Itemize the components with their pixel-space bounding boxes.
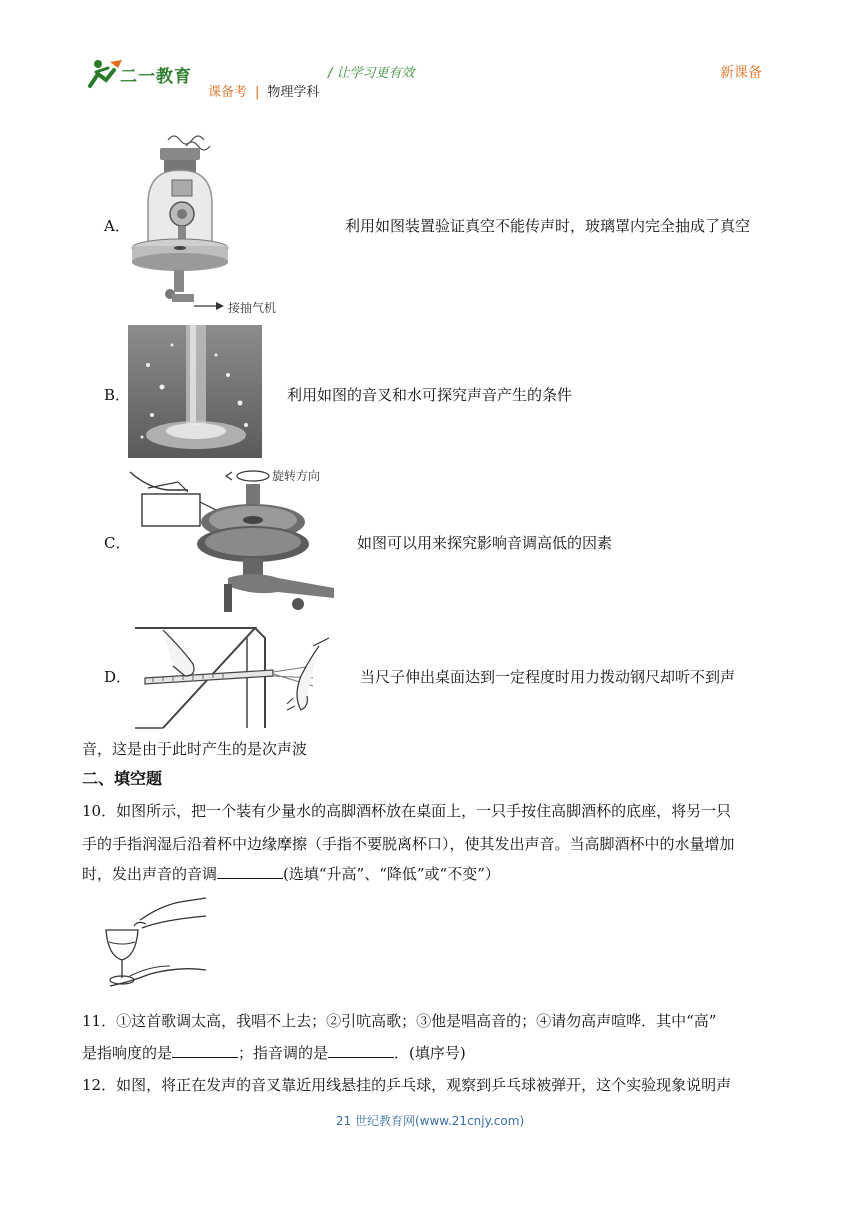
option-d-label: D． bbox=[104, 668, 132, 686]
water-splash-illustration bbox=[128, 325, 262, 458]
option-c-label: C． bbox=[104, 534, 131, 552]
wine-glass-illustration bbox=[100, 896, 212, 992]
q12-line1: 12．如图，将正在发声的音叉靠近用线悬挂的乒乓球，观察到乒乓球被弹开，这个实验现象说明声 bbox=[82, 1076, 732, 1094]
runner-logo-icon bbox=[84, 58, 124, 90]
q11-line2-mid: ；指音调的是 bbox=[238, 1044, 329, 1062]
q11-line1: 11．①这首歌调太高，我唱不上去；②引吭高歌；③他是唱高音的；④请勿高声喧哗．其中“高” bbox=[82, 1012, 717, 1030]
figure-bell-jar bbox=[128, 134, 293, 320]
section-title: 二、填空题 bbox=[82, 769, 163, 788]
subline-separator: | bbox=[255, 85, 260, 100]
figure-tuning-fork-water bbox=[128, 325, 262, 458]
q11-line2-post: ．(填序号) bbox=[394, 1044, 466, 1062]
gear-card-illustration bbox=[128, 462, 338, 614]
header-slogan: / 让学习更有效 bbox=[328, 66, 415, 81]
gear-caption: 旋转方向 bbox=[272, 469, 321, 483]
bell-jar-caption: 接抽气机 bbox=[228, 301, 277, 315]
q10-line2: 手的手指润湿后沿着杯中边缘摩擦（手指不要脱离杯口），使其发出声音。当高脚酒杯中的水量增加 bbox=[82, 835, 735, 853]
header-subline bbox=[208, 81, 319, 100]
option-b-label: B． bbox=[104, 386, 131, 404]
subline-subject: 物理学科 bbox=[267, 85, 320, 100]
option-b-text: 利用如图的音叉和水可探究声音产生的条件 bbox=[287, 386, 573, 404]
figure-wine-glass bbox=[100, 896, 212, 992]
bell-jar-illustration bbox=[128, 134, 293, 320]
q10-line1: 10．如图所示，把一个装有少量水的高脚酒杯放在桌面上，一只手按住高脚酒杯的底座，将另一只 bbox=[82, 802, 732, 820]
q11-loudness-blank[interactable] bbox=[172, 1041, 238, 1058]
page-footer: 21 世纪教育网(www.21cnjy.com) bbox=[335, 1114, 525, 1128]
option-a-label: A． bbox=[104, 217, 130, 235]
q10-line3-pre: 时，发出声音的音调 bbox=[82, 865, 218, 883]
option-c-text: 如图可以用来探究影响音调高低的因素 bbox=[357, 534, 613, 552]
ruler-desk-illustration bbox=[133, 620, 333, 730]
q11-line2-pre: 是指响度的是 bbox=[82, 1044, 173, 1062]
q10-line3 bbox=[82, 859, 782, 889]
option-d-continuation: 音，这是由于此时产生的是次声波 bbox=[82, 740, 308, 758]
q10-answer-blank[interactable] bbox=[217, 862, 283, 879]
q11-line2 bbox=[82, 1038, 782, 1068]
q10-line3-post: (选填“升高”、“降低”或“不变”） bbox=[283, 865, 500, 883]
figure-gear-card bbox=[128, 462, 338, 614]
header-logo bbox=[84, 58, 202, 90]
option-a-text: 利用如图装置验证真空不能传声时，玻璃罩内完全抽成了真空 bbox=[345, 217, 751, 235]
header-new-course: 新课备 bbox=[720, 65, 762, 81]
figure-ruler-desk bbox=[133, 620, 333, 730]
subline-course: 课备考 bbox=[208, 85, 248, 100]
option-d-text: 当尺子伸出桌面达到一定程度时用力拨动钢尺却听不到声 bbox=[360, 668, 736, 686]
q11-pitch-blank[interactable] bbox=[328, 1041, 394, 1058]
logo-text: 二一教育 bbox=[120, 67, 192, 87]
